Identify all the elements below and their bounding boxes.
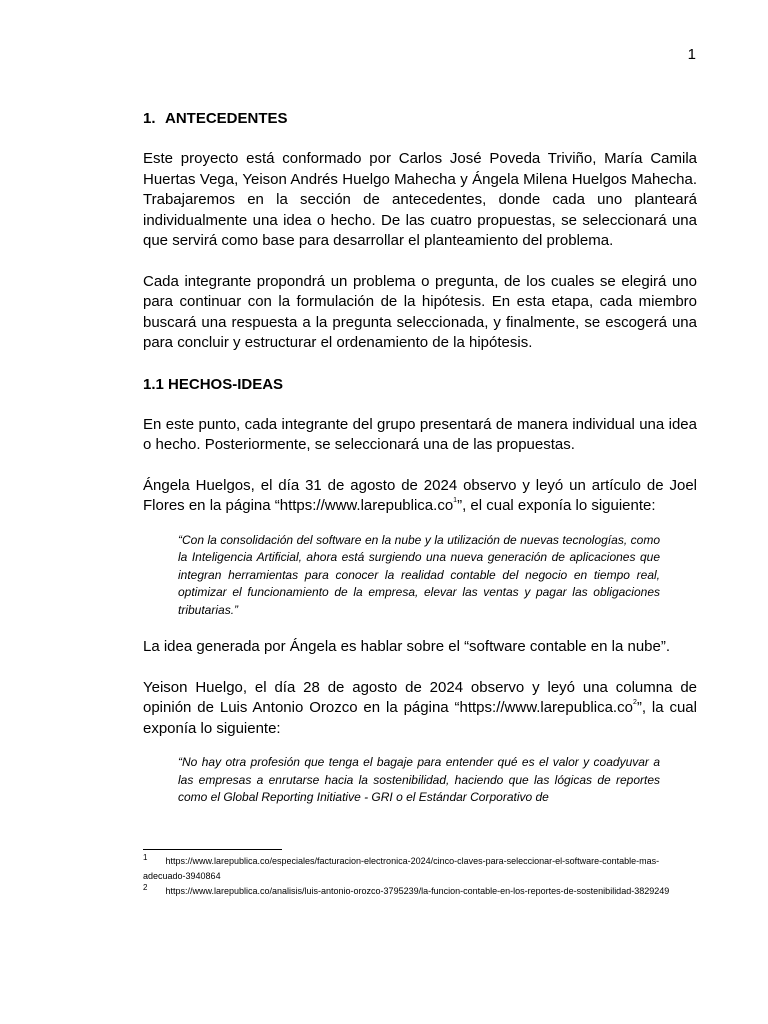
page-number: 1 — [687, 46, 696, 63]
yeison-source-text: Yeison Huelgo, el día 28 de agosto de 2024 observo y leyó una columna de opinión de Luis Antonio Orozco en la página “https://www.larepublica.co — [143, 678, 697, 716]
section-title: ANTECEDENTES — [165, 110, 288, 127]
paragraph-project-members: Este proyecto está conformado por Carlos José Poveda Triviño, María Camila Huertas Vega, Yeison Andrés Huelgo Mahecha y Ángela Milena Huelgos Mahecha. Trabajaremos en la sección de antecedentes, donde cada uno planteará individualmente una idea o hecho. De las cuatro propuestas, se seleccionará una que servirá como base para desarrollar el planteamiento del problema. — [143, 150, 697, 249]
yeison-source-text-end: ”, la cual exponía lo siguiente: — [143, 699, 697, 737]
footnote-link-2[interactable]: https://www.larepublica.co/analisis/luis-antonio-orozco-3795239/la-funcion-contable-en-los-reportes-de-sostenibilidad-3829249 — [165, 886, 670, 896]
footnote-2 — [143, 884, 697, 899]
paragraph-angela-source — [143, 476, 697, 517]
footnote-separator — [143, 849, 282, 850]
subsection-heading-hechos-ideas: 1.1 HECHOS-IDEAS — [143, 375, 284, 393]
paragraph-methodology: Cada integrante propondrá un problema o pregunta, de los cuales se elegirá uno para continuar con la formulación de la hipótesis. En esta etapa, cada miembro buscará una respuesta a la pregunta seleccionada, y finalmente, se escogerá una para concluir y estructurar el ordenamiento de la hipótesis. — [143, 272, 697, 351]
angela-source-text: Ángela Huelgos, el día 31 de agosto de 2024 observo y leyó un artículo de Joel Flores en la página “https://www.larepublica.co — [143, 476, 697, 514]
footnote-link-1[interactable]: https://www.larepublica.co/especiales/facturacion-electronica-2024/cinco-claves-para-seleccionar-el-software-contable-mas-adecuado-3940864 — [143, 856, 660, 881]
footnote-ref-1[interactable]: 1 — [453, 497, 458, 504]
blockquote-angela: “Con la consolidación del software en la nube y la utilización de nuevas tecnologías, como la Inteligencia Artificial, ahora está surgiendo una nueva generación de aplicaciones que integran herramientas para conocer la realidad contable del negocio en tiempo real, optimizar el funcionamiento de la empresa, elevar las ventas y pagar las obligaciones tributarias.” — [178, 532, 660, 617]
paragraph-hechos-intro: En este punto, cada integrante del grupo presentará de manera individual una idea o hecho. Posteriormente, se seleccionará una de las propuestas. — [143, 415, 697, 453]
paragraph-yeison-source — [143, 678, 697, 740]
section-heading-antecedentes — [143, 108, 697, 129]
footnote-1 — [143, 854, 697, 884]
footnotes — [143, 854, 697, 899]
section-number: 1. — [143, 110, 156, 127]
angela-source-text-end: ”, el cual exponía lo siguiente: — [457, 497, 656, 514]
footnote-mark-2: 2 — [143, 883, 148, 892]
paragraph-angela-idea: La idea generada por Ángela es hablar sobre el “software contable en la nube”. — [143, 638, 671, 655]
footnote-ref-2[interactable]: 2 — [632, 699, 637, 706]
footnote-mark-1: 1 — [143, 853, 148, 862]
page-content — [143, 108, 697, 825]
blockquote-yeison: “No hay otra profesión que tenga el bagaje para entender qué es el valor y coadyuvar a las empresas a enrutarse hacia la sostenibilidad, haciendo que las lógicas de reportes como el Global Reporting Initiative - GRI o el Estándar Corporativo de — [178, 755, 660, 804]
